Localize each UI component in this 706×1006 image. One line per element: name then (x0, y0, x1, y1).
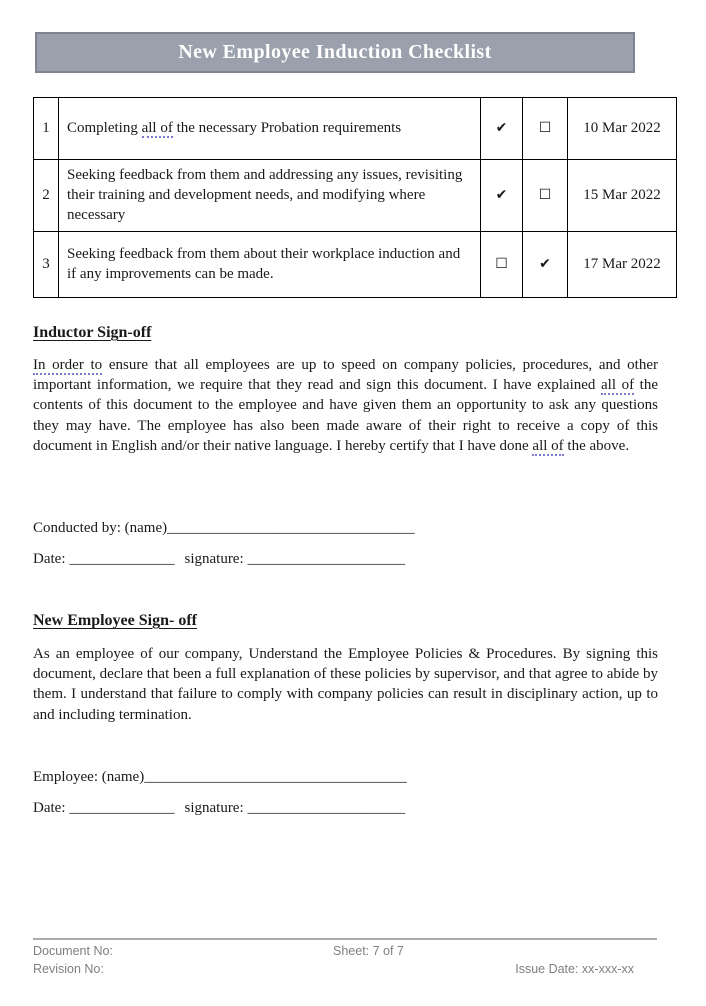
document-title: New Employee Induction Checklist (178, 41, 492, 63)
spellcheck-underline: all of (141, 119, 173, 136)
task-description: Seeking feedback from them about their workplace induction and if any improvements can be made. (59, 232, 481, 298)
inductor-signoff-heading: Inductor Sign-off (33, 324, 152, 341)
date-label: Date: (33, 551, 66, 567)
checklist-table (33, 97, 677, 298)
date-blank[interactable]: ______________ (69, 800, 175, 816)
table-row (34, 160, 677, 232)
signature-label: signature: (184, 800, 244, 816)
employee-signoff-heading: New Employee Sign- off (33, 612, 197, 629)
employee-name-blank[interactable]: ___________________________________ (144, 769, 407, 785)
spellcheck-underline: all of (601, 377, 635, 394)
signature-blank[interactable]: _____________________ (247, 551, 406, 567)
employee-date-signature-line (33, 800, 405, 817)
date-blank[interactable]: ______________ (69, 551, 175, 567)
empty-box-icon: ☐ (495, 255, 508, 272)
check-mark-icon: ✔ (495, 186, 508, 203)
title-banner (35, 32, 635, 73)
verify-checkbox[interactable] (523, 232, 568, 298)
signature-label: signature: (184, 551, 244, 567)
completion-date: 17 Mar 2022 (568, 232, 677, 298)
inductor-date-signature-line (33, 551, 405, 568)
employee-name-label: Employee: (name) (33, 769, 145, 785)
empty-box-icon: ☐ (538, 186, 552, 203)
sheet-number: Sheet: 7 of 7 (333, 944, 404, 958)
completion-date: 10 Mar 2022 (568, 98, 677, 160)
table-row (34, 232, 677, 298)
conducted-by-label: Conducted by: (name) (33, 520, 168, 536)
revision-no-label: Revision No: (33, 962, 104, 976)
row-number: 3 (34, 232, 59, 298)
employee-signoff-paragraph: As an employee of our company, Understand the Employee Policies & Procedures. By signing this document, declare that been a full explanation of these policies by supervisor, and that agree to abide by them. I understand that failure to comply with company policies can result in disciplinary action, up to and including termination. (33, 646, 658, 723)
check-mark-icon: ✔ (495, 119, 508, 136)
table-row (34, 98, 677, 160)
inductor-signoff-paragraph: In order to ensure that all employees are up to speed on company policies, procedures, and other important information, we require that they read and sign this document. I have explained all of the contents of this document to the employee and have given them an opportunity to ask any questions they may have. The employee has also been made aware of their right to receive a copy of this document in English and/or their native language. I hereby certify that I have done all of the above. (33, 357, 659, 454)
checklist-table-wrap (33, 97, 676, 298)
conducted-by-blank[interactable]: _________________________________ (167, 520, 415, 536)
task-description: Completing all of the necessary Probation requirements (59, 98, 481, 160)
verify-checkbox[interactable] (523, 160, 568, 232)
signature-blank[interactable]: _____________________ (247, 800, 406, 816)
verify-checkbox[interactable] (523, 98, 568, 160)
done-checkbox[interactable] (481, 98, 523, 160)
date-label: Date: (33, 800, 66, 816)
spellcheck-underline: all of (532, 437, 564, 454)
row-number: 2 (34, 160, 59, 232)
row-number: 1 (34, 98, 59, 160)
task-description: Seeking feedback from them and addressing any issues, revisiting their training and development needs, and modifying where necessary (59, 160, 481, 232)
empty-box-icon: ☐ (538, 119, 552, 136)
document-no-label: Document No: (33, 944, 113, 958)
spellcheck-underline: In order to (33, 357, 103, 373)
employee-name-line (33, 769, 407, 786)
conducted-by-line (33, 520, 415, 537)
page-footer (33, 938, 657, 988)
issue-date: Issue Date: xx-xxx-xx (515, 962, 634, 976)
completion-date: 15 Mar 2022 (568, 160, 677, 232)
done-checkbox[interactable] (481, 232, 523, 298)
check-mark-icon: ✔ (539, 255, 551, 272)
done-checkbox[interactable] (481, 160, 523, 232)
